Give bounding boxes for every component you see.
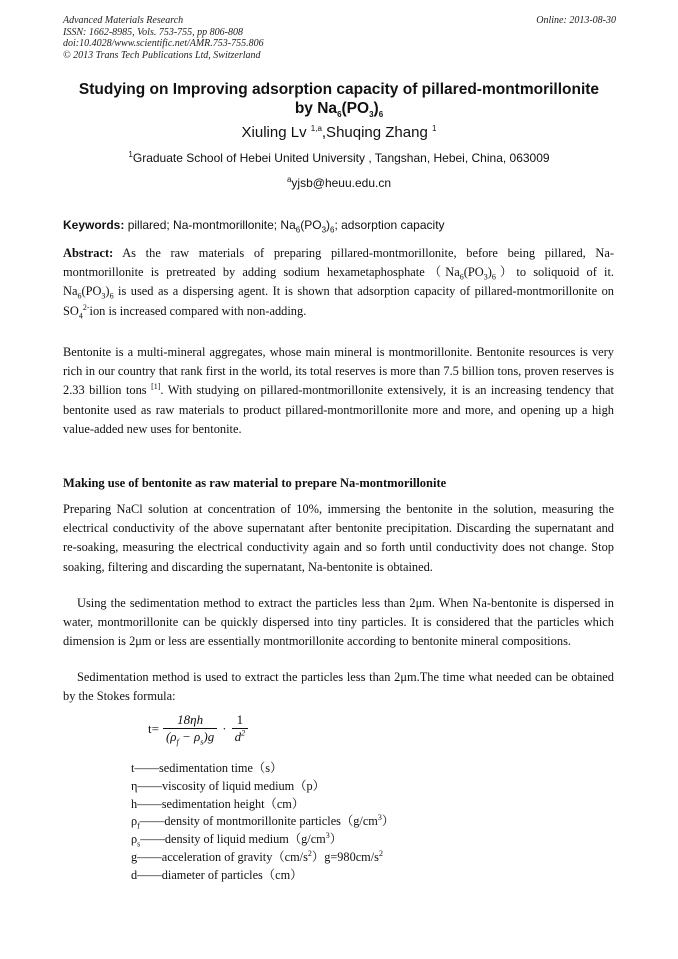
formula-numerator: 18ηh (163, 712, 217, 729)
citation-ref: [1] (151, 382, 161, 392)
abstract-label: Abstract: (63, 246, 114, 260)
author-list: Xiuling Lv $^{1,a}$,Shuqing Zhang $^1$ (241, 124, 437, 141)
section-paragraph-2: Using the sedimentation method to extract the particles less than 2μm. When Na-bentonite is dispersed in water, montmorillonite can be quickly dispersed into tiny particles. It is considered that the particles which dimension is 2μm or less are essentially montmorillonite according to bentonite mineral compositions. (63, 596, 614, 649)
author-2: ,Shuqing Zhang (321, 124, 432, 141)
formula-dot: · (222, 720, 227, 736)
variable-definitions (131, 760, 394, 885)
issn-line: ISSN: 1662-8985, Vols. 753-755, pp 806-808 (63, 26, 243, 38)
author-email: $^a$yjsb@heuu.edu.cn (286, 175, 392, 190)
intro-paragraph: Bentonite is a multi-mineral aggregates, whose main mineral is montmorillonite. Bentonite resources is very rich in our country that rank first in the world, its total reserves is more than 7.5 billion tons, proven reserves is 2.33 billion tons [1]. With studying on pillared-montmorillonite extensively, it is an increasing tendency that bentonite used as raw materials to product pillared-montmorillonite more and more, and opening up a high value-added new uses for bentonite. (63, 345, 614, 436)
title-line-1: Studying on Improving adsorption capacity of pillared-montmorillonite (78, 81, 600, 98)
definition-row: t——sedimentation time（s） (131, 761, 283, 775)
section-paragraph-3: Sedimentation method is used to extract the particles less than 2μm.The time what needed can be obtained by the Stokes formula: (63, 670, 614, 704)
formula-denominator: $(\rho_f - \rho_s)g$ (165, 729, 215, 747)
doi-line: doi:10.4028/www.scientific.net/AMR.753-755.806 (63, 38, 264, 49)
formula-lhs: t= (148, 720, 159, 736)
formula-denominator-2: $d^2$ (234, 728, 246, 744)
definition-row: g——acceleration of $gravity(cm/s^2)g=980cm/s^2$ (131, 848, 383, 864)
affiliation: $^1$Graduate School of Hebei United University , Tangshan, Hebei, China, 063009 (128, 150, 550, 165)
definition-row: η——viscosity of liquid medium（p） (131, 778, 325, 793)
keywords: Keywords: pillared; Na-montmorillonite; $Na_6(PO_3)_6$; adsorption capacity (63, 218, 445, 235)
paper-title (40, 80, 638, 118)
keywords-label: Keywords: (63, 218, 125, 232)
journal-name: Advanced Materials Research (63, 15, 184, 26)
abstract: Abstract: As the raw materials of preparing pillared-montmorillonite, before being pillared, Na-montmorillonite is pretreated by adding sodium $hexametaphosphate(Na_6(PO_3)_6)to$ soliquoid of it. $Na_6(PO_3)_6$ is used as a dispersing agent. It is shown that adsorption capacity of pillared-montmorillonite on $SO_4^{2-}ion$ is increased compared with non-adding. (63, 246, 614, 321)
definition-row: h——sedimentation height（cm） (131, 796, 305, 811)
copyright-line: © 2013 Trans Tech Publications Ltd, Switzerland (63, 49, 261, 61)
stokes-formula (147, 712, 248, 745)
section-heading: Making use of bentonite as raw material to prepare Na-montmorillonite (63, 476, 447, 490)
definition-row: d——diameter of particles（cm） (131, 867, 303, 882)
definition-row: $\rho_f——density$ of montmorillonite $particles(g/cm^3)$ (131, 813, 395, 831)
author-1: Xiuling Lv (241, 124, 311, 141)
formula-numerator-2: 1 (232, 712, 249, 729)
title-line-2: by $Na_6(PO_3)_6$ (294, 100, 384, 120)
online-date: Online: 2013-08-30 (536, 15, 616, 26)
definition-row: $\rho_s——density$ of liquid $medium(g/cm^3)$ (131, 831, 343, 849)
journal-header (63, 15, 264, 61)
section-paragraph-1: Preparing NaCl solution at concentration of 10%, immersing the bentonite in the solution, measuring the electrical conductivity of the above supernatant after bentonite precipitation. Discarding the supernatant and re-soaking, measuring the electrical conductivity again and so forth until conductivity does not change. Stop soaking, filtering and discarding the supernatant, Na-bentonite is obtained. (63, 502, 614, 574)
